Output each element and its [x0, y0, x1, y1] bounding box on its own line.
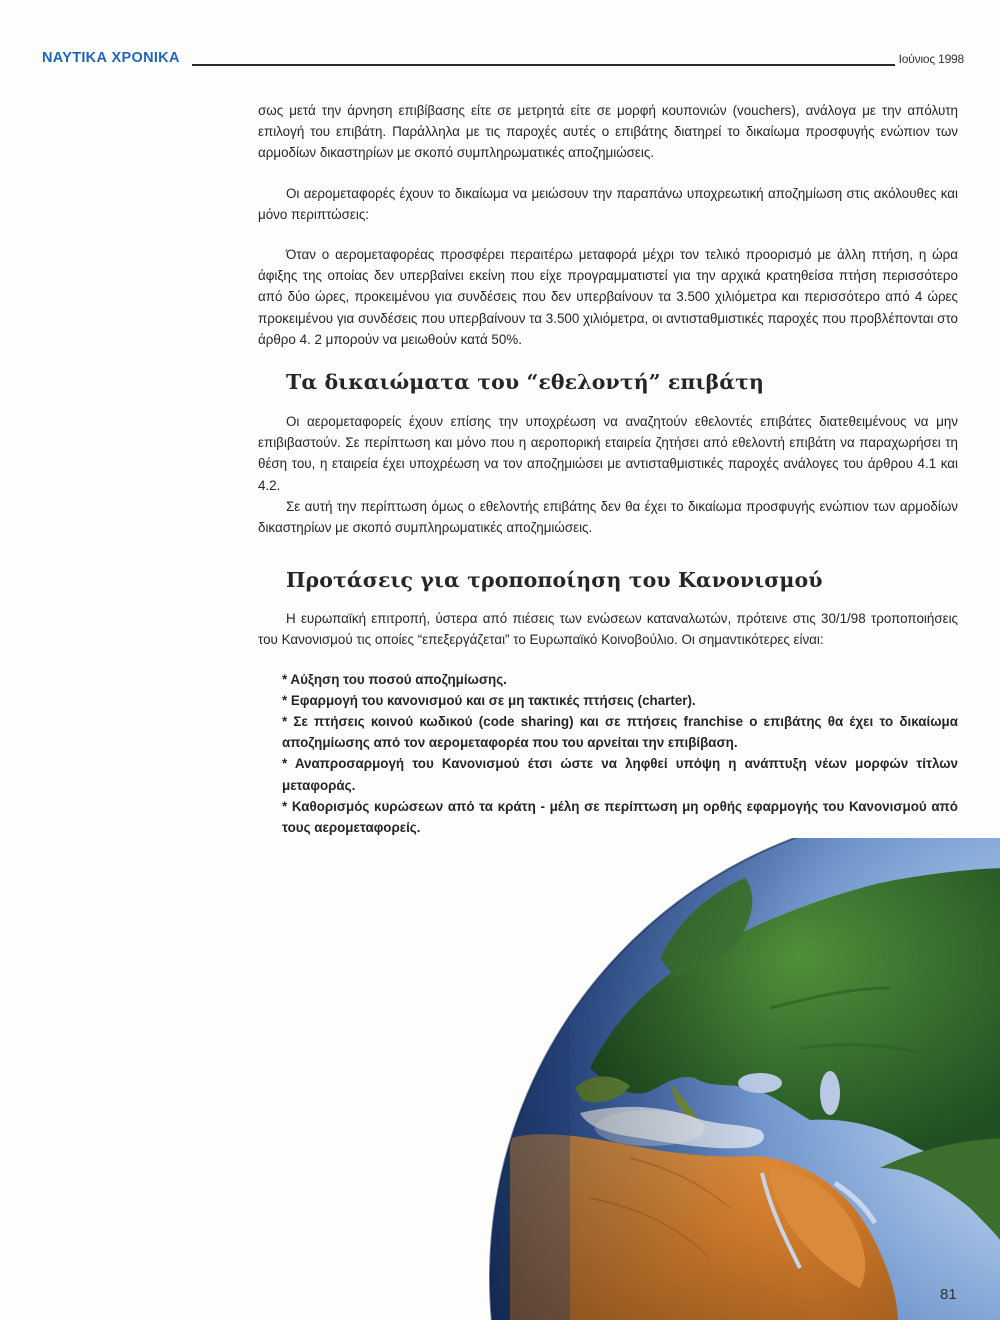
page-header [42, 50, 964, 72]
case-paragraph: Όταν ο αερομεταφορέας προσφέρει περαιτέρω μεταφορά μέχρι τον τελικό προορισμό με άλλη πτήση, η ώρα άφιξης της οποίας δεν υπερβαίνει εκείνη που είχε προγραμματιστεί για την αρχικά κρατηθείσα πτήση περισσότερο από δύο ώρες, προκειμένου για συνδέσεις που δεν υπερβαίνουν τα 3.500 χιλιόμετρα και περισσότερο από 4 ώρες προκειμένου για συνδέσεις που υπερβαίνουν τα 3.500 χιλιόμετρα, οι αντισταθμιστικές παροχές που προβλέπονται στο άρθρο 4. 2 μπορούν να μειωθούν κατά 50%. [258, 247, 958, 347]
reduction-paragraph: Οι αερομεταφορές έχουν το δικαίωμα να μειώσουν την παραπάνω υποχρεωτική αποζημίωση στις ακόλουθες και μόνο περιπτώσεις: [258, 185, 958, 222]
list-item: * Εφαρμογή του κανονισμού και σε μη τακτικές πτήσεις (charter). [282, 692, 696, 708]
article-body [258, 100, 958, 838]
list-item: * Αναπροσαρμογή του Κανονισμού έτσι ώστε να ληφθεί υπόψη η ανάπτυξη νέων μορφών τίτλων μεταφοράς. [282, 756, 958, 793]
list-item: * Καθορισμός κυρώσεων από τα κράτη - μέλη σε περίπτωση μη ορθής εφαρμογής του Κανονισμού από τους αερομεταφορείς. [282, 798, 958, 836]
volunteer-paragraph-1: Οι αερομεταφορείς έχουν επίσης την υποχρέωση να αναζητούν εθελοντές επιβάτες διατεθειμένους να μην επιβιβαστούν. Σε περίπτωση και μόνο που η αεροπορική εταιρεία ζητήσει από εθελοντή επιβάτη να παραχωρήσει τη θέση του, η εταιρεία έχει υποχρέωση να τον αποζημιώσει με αντισταθμιστικές παροχές ανάλογες του άρθρου 4.1 και 4.2. [258, 414, 958, 493]
section-heading-volunteer: Τα δικαιώματα του “εθελοντή” επιβάτη [286, 370, 765, 395]
proposals-paragraph: Η ευρωπαϊκή επιτροπή, ύστερα από πιέσεις των ενώσεων καταναλωτών, πρότεινε στις 30/1/98 τροποποιήσεις του Κανονισμού τις οποίες “επεξεργάζεται” το Ευρωπαϊκό Κοινοβούλιο. Οι σημαντικότερες είναι: [258, 611, 958, 648]
issue-date: Ιούνιος 1998 [895, 52, 964, 66]
proposals-list [258, 669, 958, 839]
section-heading-proposals: Προτάσεις για τροποποίηση του Κανονισμού [286, 568, 823, 593]
list-item: * Αύξηση του ποσού αποζημίωσης. [282, 671, 507, 687]
volunteer-paragraph-2: Σε αυτή την περίπτωση όμως ο εθελοντής επιβάτης δεν θα έχει το δικαίωμα προσφυγής ενώπιον των αρμοδίων δικαστηρίων με σκοπό συμπληρωματικές αποζημιώσεις. [258, 498, 958, 536]
list-item: * Σε πτήσεις κοινού κωδικού (code sharing) και σε πτήσεις franchise ο επιβάτης θα έχει το δικαίωμα αποζημίωσης από τον αερομεταφορέα που του αρνείται την επιβίβαση. [282, 714, 958, 751]
header-rule [192, 64, 902, 66]
page-number: 81 [940, 1286, 957, 1303]
intro-paragraph: σως μετά την άρνηση επιβίβασης είτε σε μετρητά είτε σε μορφή κουπονιών (vouchers), ανάλογα με την απόλυτη επιλογή του επιβάτη. Παράλληλα με τις παροχές αυτές ο επιβάτης διατηρεί το δικαίωμα προσφυγής ενώπιον των αρμοδίων δικαστηρίων με σκοπό συμπληρωματικές αποζημιώσεις. [258, 103, 958, 161]
globe-icon [470, 838, 1000, 1320]
magazine-title: ΝΑΥΤΙΚΑ ΧΡΟΝΙΚΑ [42, 50, 184, 66]
